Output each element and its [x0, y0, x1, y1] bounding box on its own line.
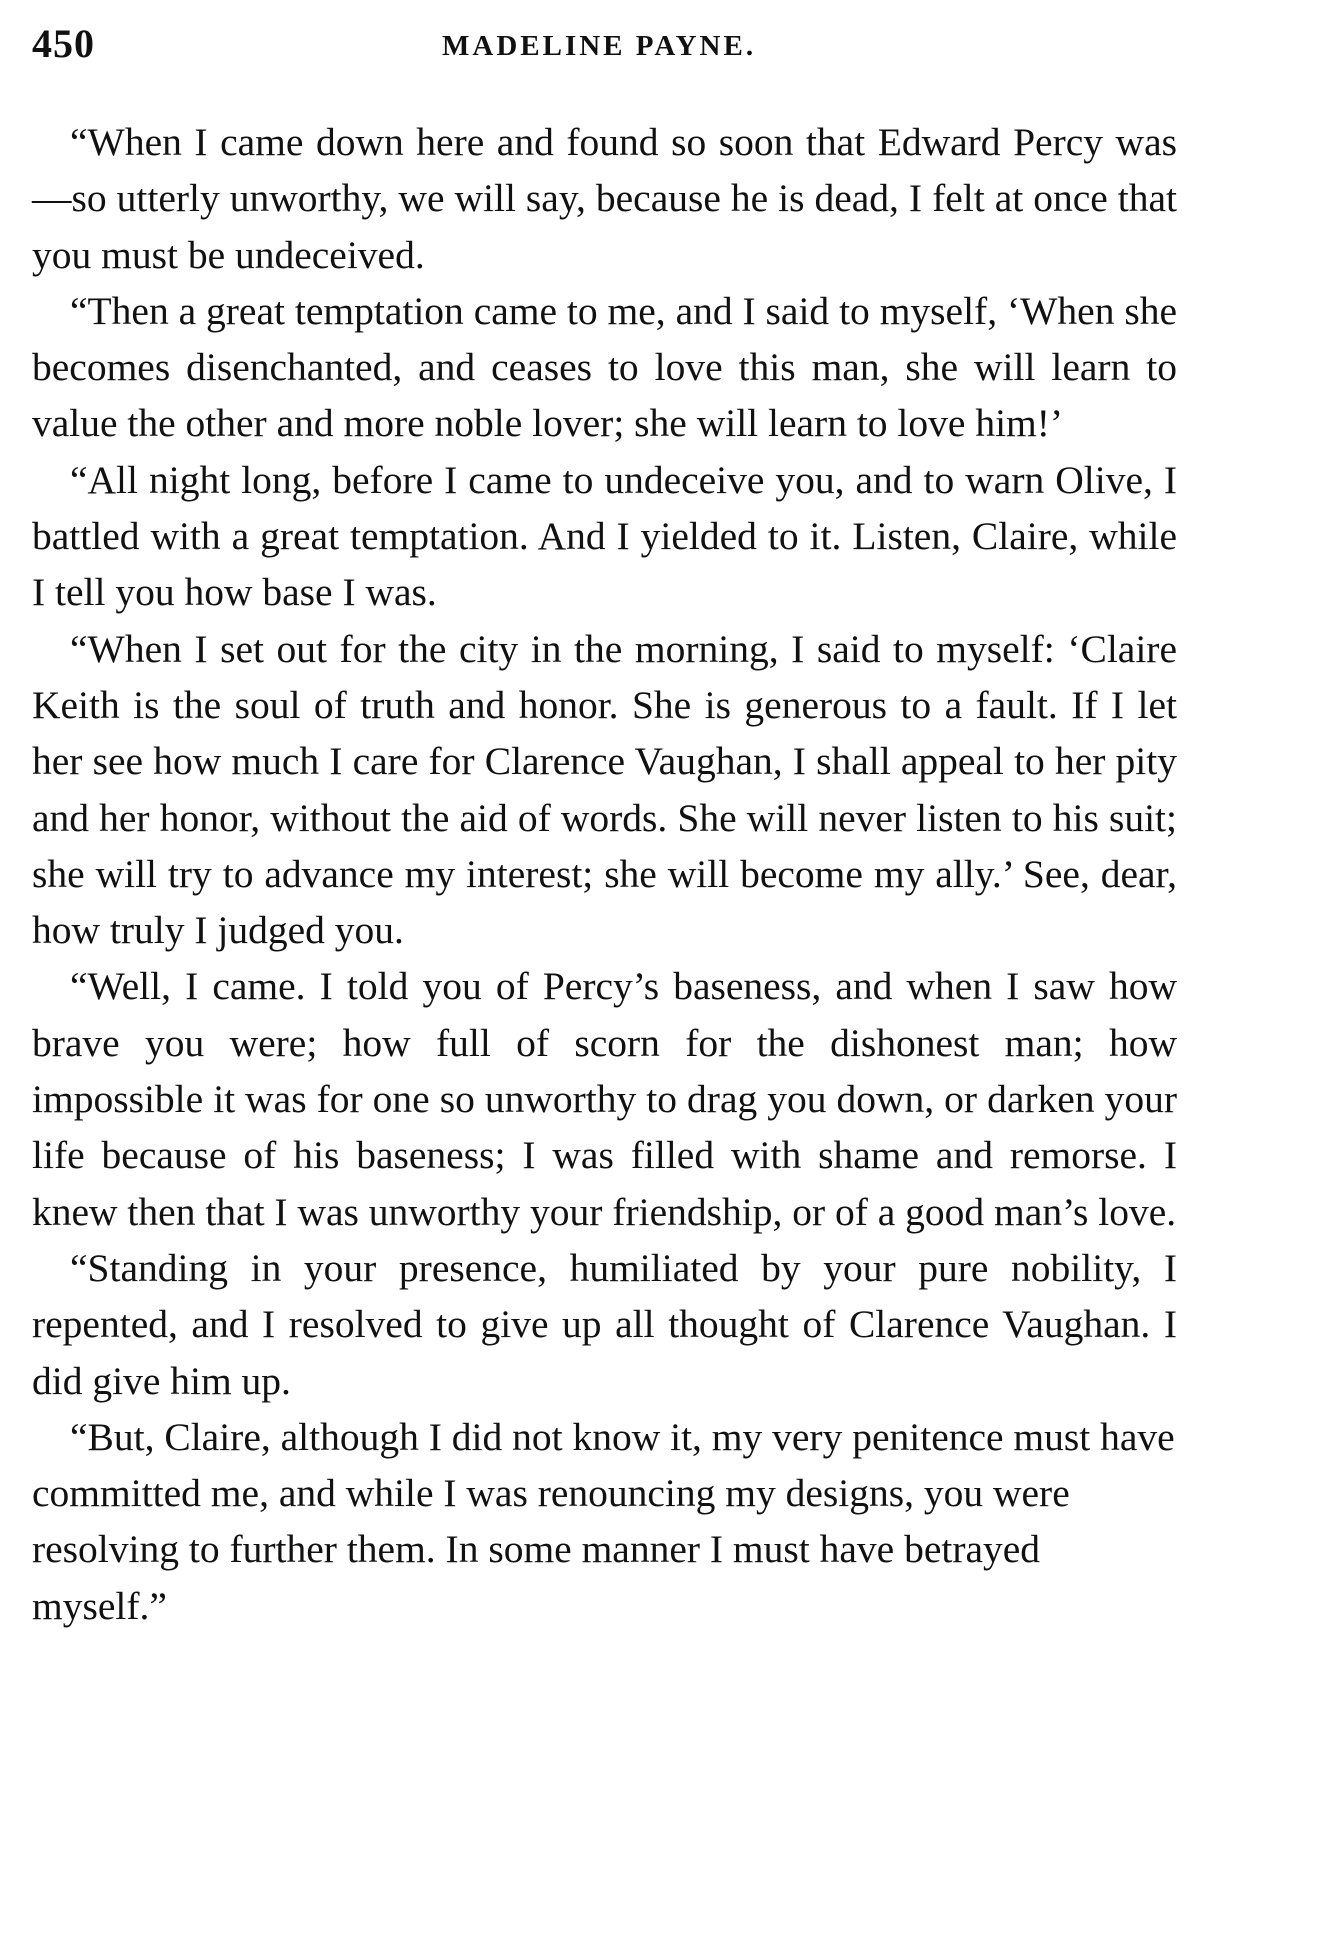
page-header	[32, 20, 1172, 70]
paragraph: “Standing in your presence, humiliated by your pure nobility, I repented, and I resolved to give up all thought of Clarence Vaughan. I did give him up.	[32, 1245, 1177, 1403]
paragraph: “But, Claire, although I did not know it, my very penitence must have committed me, and while I was renouncing my designs, you were resolving to further them. In some manner I must have betrayed myself.”	[32, 1414, 1175, 1628]
running-title: MADELINE PAYNE.	[442, 30, 757, 62]
paragraph: “When I set out for the city in the morning, I said to myself: ‘Claire Keith is the soul of truth and honor. She is generous to a fault. If I let her see how much I care for Clarence Vaughan, I shall appeal to her pity and her honor, without the aid of words. She will never listen to his suit; she will try to advance my interest; she will become my ally.’ See, dear, how truly I judged you.	[32, 626, 1177, 953]
paragraph: “Well, I came. I told you of Percy’s baseness, and when I saw how brave you were; how full of scorn for the dishonest man; how impossible it was for one so unworthy to drag you down, or darken your life because of his baseness; I was filled with shame and remorse. I knew then that I was unworthy your friendship, or of a good man’s love.	[32, 964, 1177, 1234]
paragraph: “Then a great temptation came to me, and I said to myself, ‘When she becomes disenchanted, and ceases to love this man, she will learn to value the other and more noble lover; she will learn to love him!’	[32, 288, 1177, 446]
page-number: 450	[32, 21, 95, 66]
paragraph: “When I came down here and found so soon that Edward Percy was—so utterly unworthy, we will say, because he is dead, I felt at once that you must be undeceived.	[32, 120, 1177, 277]
paragraph: “All night long, before I came to undeceive you, and to warn Olive, I battled with a great temptation. And I yielded to it. Listen, Claire, while I tell you how base I was.	[32, 457, 1177, 615]
body-text	[32, 114, 1177, 1634]
